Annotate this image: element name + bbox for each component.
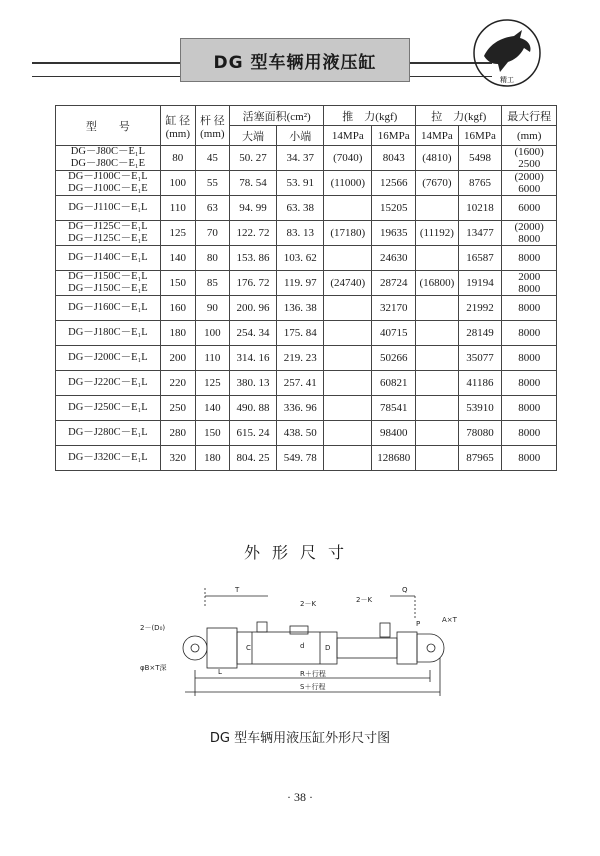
cell-pull-16: 10218 [458, 196, 502, 221]
header-stroke-unit: (mm) [502, 126, 557, 146]
cell-pull-16: 53910 [458, 396, 502, 421]
cell-area-big: 153. 86 [229, 246, 276, 271]
header-area-small: 小端 [277, 126, 324, 146]
cell-push-16: 32170 [372, 296, 416, 321]
cell-bore: 80 [160, 146, 195, 171]
cell-push-14: (11000) [324, 171, 372, 196]
cell-bore: 125 [160, 221, 195, 246]
cell-stroke: 8000 [502, 346, 557, 371]
header-bore: 缸 径 (mm) [160, 106, 195, 146]
cell-push-14 [324, 396, 372, 421]
cell-push-16: 19635 [372, 221, 416, 246]
cell-bore: 100 [160, 171, 195, 196]
cell-area-big: 380. 13 [229, 371, 276, 396]
table-row [56, 221, 557, 246]
page-number: · 38 · [287, 790, 313, 804]
cell-area-big: 804. 25 [229, 446, 276, 471]
cell-area-small: 136. 38 [277, 296, 324, 321]
cell-rod: 55 [195, 171, 229, 196]
dim-d: D [325, 644, 331, 652]
header-stroke: 最大行程 [502, 106, 557, 126]
table-row [56, 346, 557, 371]
cell-model: DG－J180C－E₁L [56, 321, 161, 346]
cell-area-small: 83. 13 [277, 221, 324, 246]
cell-area-big: 314. 16 [229, 346, 276, 371]
cell-model: DG－J125C－E₁L DG－J125C－E₁E [56, 221, 161, 246]
cell-bore: 150 [160, 271, 195, 296]
cell-stroke: (2000) 8000 [502, 221, 557, 246]
cell-push-16: 8043 [372, 146, 416, 171]
cell-pull-16: 41186 [458, 371, 502, 396]
cell-rod: 110 [195, 346, 229, 371]
cell-area-big: 78. 54 [229, 171, 276, 196]
cell-pull-14 [416, 346, 458, 371]
cell-area-big: 254. 34 [229, 321, 276, 346]
cell-area-small: 336. 96 [277, 396, 324, 421]
cell-push-16: 60821 [372, 371, 416, 396]
cell-rod: 180 [195, 446, 229, 471]
cell-pull-14 [416, 371, 458, 396]
cell-stroke: (1600) 2500 [502, 146, 557, 171]
cell-push-14 [324, 196, 372, 221]
cell-rod: 90 [195, 296, 229, 321]
page-title: DG 型车辆用液压缸 [180, 38, 410, 82]
cell-pull-14: (4810) [416, 146, 458, 171]
header-pull-16: 16MPa [458, 126, 502, 146]
cell-bore: 220 [160, 371, 195, 396]
cell-push-14: (24740) [324, 271, 372, 296]
cell-pull-16: 13477 [458, 221, 502, 246]
dim-l: L [218, 668, 222, 676]
cell-rod: 45 [195, 146, 229, 171]
cell-model: DG－J140C－E₁L [56, 246, 161, 271]
header-push-16: 16MPa [372, 126, 416, 146]
dim-2k-top: 2－K [300, 600, 317, 608]
cell-area-small: 63. 38 [277, 196, 324, 221]
header-pull: 拉 力(kgf) [416, 106, 502, 126]
company-logo [470, 16, 544, 90]
cell-stroke: 8000 [502, 371, 557, 396]
cell-bore: 280 [160, 421, 195, 446]
cell-model: DG－J280C－E₁L [56, 421, 161, 446]
section-title: 外形尺寸 [243, 543, 356, 562]
cell-area-small: 53. 91 [277, 171, 324, 196]
cell-model: DG－J250C－E₁L [56, 396, 161, 421]
table-row [56, 371, 557, 396]
table-row [56, 271, 557, 296]
cell-model: DG－J160C－E₁L [56, 296, 161, 321]
cell-model: DG－J200C－E₁L [56, 346, 161, 371]
cell-push-14 [324, 446, 372, 471]
cell-bore: 250 [160, 396, 195, 421]
cell-pull-14 [416, 246, 458, 271]
table-row [56, 296, 557, 321]
cell-area-small: 119. 97 [277, 271, 324, 296]
cell-pull-14: (7670) [416, 171, 458, 196]
dim-p: P [416, 620, 421, 628]
dim-s: S＋行程 [300, 683, 326, 691]
cell-area-small: 549. 78 [277, 446, 324, 471]
cell-rod: 80 [195, 246, 229, 271]
cell-bore: 140 [160, 246, 195, 271]
cell-area-small: 438. 50 [277, 421, 324, 446]
cell-area-small: 34. 37 [277, 146, 324, 171]
table-row [56, 146, 557, 171]
dim-c: C [246, 644, 251, 652]
cell-area-big: 122. 72 [229, 221, 276, 246]
cell-area-small: 219. 23 [277, 346, 324, 371]
cell-stroke: 2000 8000 [502, 271, 557, 296]
cell-stroke: 8000 [502, 446, 557, 471]
cell-pull-14 [416, 196, 458, 221]
cell-push-14 [324, 246, 372, 271]
table-row [56, 196, 557, 221]
cell-push-14 [324, 296, 372, 321]
table-row [56, 246, 557, 271]
table-row [56, 421, 557, 446]
dim-d-small: d [300, 642, 305, 650]
cell-model: DG－J220C－E₁L [56, 371, 161, 396]
table-row [56, 446, 557, 471]
cell-area-big: 94. 99 [229, 196, 276, 221]
cell-rod: 63 [195, 196, 229, 221]
cell-stroke: 8000 [502, 421, 557, 446]
table-row [56, 171, 557, 196]
cell-stroke: 6000 [502, 196, 557, 221]
header-pull-14: 14MPa [416, 126, 458, 146]
cell-pull-14 [416, 321, 458, 346]
cell-bore: 180 [160, 321, 195, 346]
cell-area-small: 103. 62 [277, 246, 324, 271]
cell-bore: 200 [160, 346, 195, 371]
cell-stroke: (2000) 6000 [502, 171, 557, 196]
cell-push-16: 98400 [372, 421, 416, 446]
dim-r: R＋行程 [300, 670, 326, 678]
cell-pull-14 [416, 446, 458, 471]
header-area: 活塞面积(cm²) [229, 106, 324, 126]
page-header [0, 0, 600, 100]
drawing-caption: DG 型车辆用液压缸外形尺寸图 [209, 731, 391, 746]
cell-pull-14 [416, 296, 458, 321]
cell-area-big: 615. 24 [229, 421, 276, 446]
logo-text: 精工 [500, 76, 514, 84]
cell-pull-14 [416, 421, 458, 446]
cell-push-16: 24630 [372, 246, 416, 271]
cell-stroke: 8000 [502, 396, 557, 421]
cell-pull-16: 19194 [458, 271, 502, 296]
dim-phi: φB×T深 [140, 664, 167, 672]
cell-pull-16: 21992 [458, 296, 502, 321]
cell-model: DG－J320C－E₁L [56, 446, 161, 471]
cell-push-14 [324, 346, 372, 371]
cell-stroke: 8000 [502, 296, 557, 321]
header-model: 型 号 [56, 106, 161, 146]
cylinder-dimension-drawing [140, 578, 470, 708]
cell-rod: 140 [195, 396, 229, 421]
cell-pull-16: 5498 [458, 146, 502, 171]
cell-push-14 [324, 421, 372, 446]
cell-area-big: 176. 72 [229, 271, 276, 296]
dim-axt: A×T [442, 616, 457, 624]
header-push-14: 14MPa [324, 126, 372, 146]
cell-bore: 110 [160, 196, 195, 221]
cell-area-big: 50. 27 [229, 146, 276, 171]
cell-push-14 [324, 321, 372, 346]
cell-pull-16: 35077 [458, 346, 502, 371]
cell-area-big: 200. 96 [229, 296, 276, 321]
cell-bore: 160 [160, 296, 195, 321]
table-row [56, 321, 557, 346]
cell-area-big: 490. 88 [229, 396, 276, 421]
cell-rod: 70 [195, 221, 229, 246]
cell-pull-16: 16587 [458, 246, 502, 271]
header-push: 推 力(kgf) [324, 106, 416, 126]
cell-pull-16: 87965 [458, 446, 502, 471]
cell-area-small: 257. 41 [277, 371, 324, 396]
cell-push-14: (7040) [324, 146, 372, 171]
cell-rod: 85 [195, 271, 229, 296]
cell-push-16: 50266 [372, 346, 416, 371]
cell-push-16: 128680 [372, 446, 416, 471]
cell-rod: 125 [195, 371, 229, 396]
table-row [56, 396, 557, 421]
dim-2d: 2－(D₀) [140, 624, 166, 632]
cell-push-14: (17180) [324, 221, 372, 246]
cell-model: DG－J110C－E₁L [56, 196, 161, 221]
cell-rod: 100 [195, 321, 229, 346]
cell-bore: 320 [160, 446, 195, 471]
cell-stroke: 8000 [502, 246, 557, 271]
table-body [56, 146, 557, 471]
cell-pull-14 [416, 396, 458, 421]
cell-pull-16: 78080 [458, 421, 502, 446]
cell-push-14 [324, 371, 372, 396]
cell-rod: 150 [195, 421, 229, 446]
dim-2k: 2－K [356, 596, 373, 604]
cell-pull-14: (16800) [416, 271, 458, 296]
dim-t: T [235, 586, 240, 594]
cell-model: DG－J100C－E₁L DG－J100C－E₁E [56, 171, 161, 196]
cell-area-small: 175. 84 [277, 321, 324, 346]
cell-push-16: 28724 [372, 271, 416, 296]
header-rod: 杆 径 (mm) [195, 106, 229, 146]
cell-push-16: 12566 [372, 171, 416, 196]
cell-push-16: 15205 [372, 196, 416, 221]
cell-pull-16: 28149 [458, 321, 502, 346]
cell-push-16: 40715 [372, 321, 416, 346]
cell-pull-14: (11192) [416, 221, 458, 246]
specification-table [55, 105, 557, 471]
cell-pull-16: 8765 [458, 171, 502, 196]
cell-push-16: 78541 [372, 396, 416, 421]
cell-stroke: 8000 [502, 321, 557, 346]
dim-q: Q [402, 586, 408, 594]
cell-model: DG－J80C－E₁L DG－J80C－E₁E [56, 146, 161, 171]
cell-model: DG－J150C－E₁L DG－J150C－E₁E [56, 271, 161, 296]
header-area-big: 大端 [229, 126, 276, 146]
